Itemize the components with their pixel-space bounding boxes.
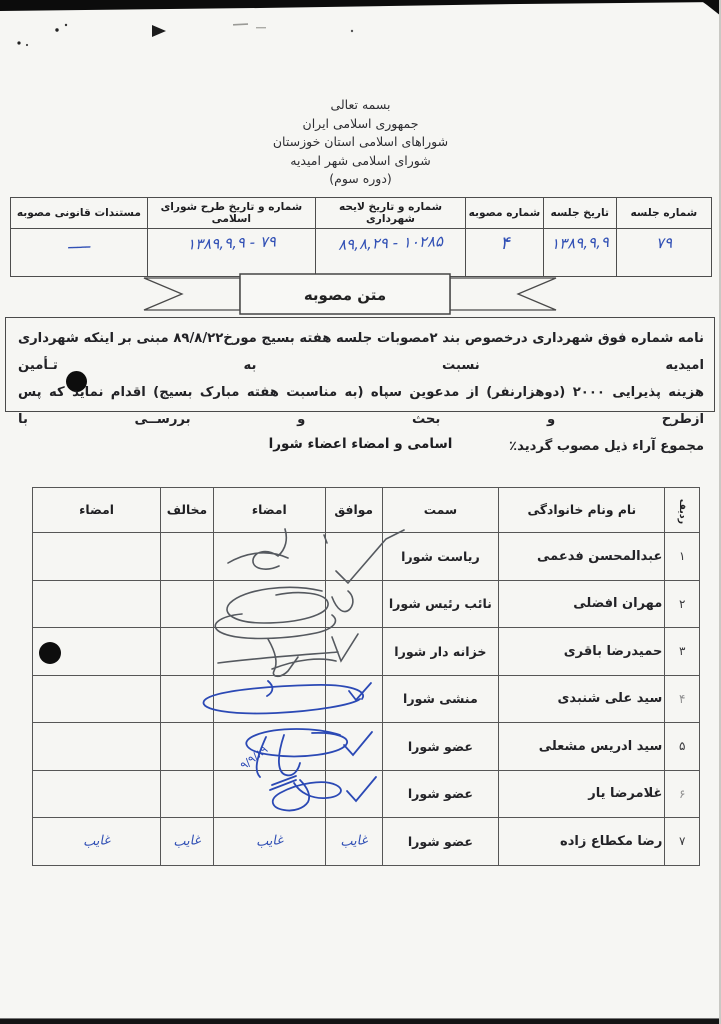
resolution-line: مجموع آراء ذیل مصوب گردید٪ [509, 439, 704, 454]
session-no-value: ۷۹ [655, 233, 673, 253]
ribbon-left-tail [144, 278, 240, 310]
members-section-title: اسامی و امضاء اعضاء شورا [268, 436, 453, 452]
member-role: عضو شورا [382, 770, 499, 818]
signature-cell [213, 818, 325, 866]
member-row [33, 675, 700, 723]
member-name: سید ادریس مشعلی [499, 723, 665, 771]
member-name: حمیدرضا باقری [499, 628, 665, 676]
signature2-cell [33, 770, 161, 818]
letterhead-province-councils: شوراهای اسلامی استان خوزستان [272, 134, 449, 149]
signature2-cell [33, 628, 161, 676]
letterhead [0, 96, 721, 189]
resolution-meta-table [10, 197, 712, 277]
oppose-cell [161, 628, 214, 676]
scan-bottom-edge [0, 1018, 721, 1024]
banner-title: متن مصوبه [303, 286, 387, 304]
signature-cell [213, 580, 325, 628]
meta-values-row [11, 229, 712, 277]
member-rank: ۱ [665, 533, 700, 581]
agree-cell [325, 628, 382, 676]
scan-edge-artifacts [0, 0, 721, 60]
member-name: غلامرضا یار [499, 770, 665, 818]
meta-header-row [11, 198, 712, 229]
oppose-cell [161, 818, 214, 866]
col-header-bill-no-date: شماره و تاریخ لایحه شهرداری [315, 198, 465, 229]
member-row [33, 770, 700, 818]
absent-note: غایب [339, 832, 368, 850]
oppose-cell [161, 723, 214, 771]
agree-cell [325, 580, 382, 628]
signature2-cell [33, 675, 161, 723]
col-header-fullname: نام ونام خانوادگی [499, 488, 665, 533]
agree-cell [325, 533, 382, 581]
signature2-cell [33, 818, 161, 866]
letterhead-bismillah: بسمه تعالی [330, 97, 391, 112]
signature-cell [213, 675, 325, 723]
member-role: نائب رئیس شورا [382, 580, 499, 628]
members-header-row [33, 488, 700, 533]
absent-note: غایب [172, 832, 202, 850]
speck-triangle [152, 25, 166, 37]
letterhead-term: (دوره سوم) [329, 171, 392, 186]
agree-cell [325, 723, 382, 771]
member-row [33, 533, 700, 581]
oppose-cell [161, 533, 214, 581]
col-header-resolution-no: شماره مصوبه [465, 198, 543, 229]
signature-cell [213, 533, 325, 581]
legal-docs-value: ـــــ [67, 233, 91, 253]
signature-cell [213, 770, 325, 818]
member-role: خزانه دار شورا [382, 628, 499, 676]
col-header-plan-no-date: شماره و تاریخ طرح شورای اسلامی [147, 198, 315, 229]
col-header-position: سمت [382, 488, 499, 533]
member-name: مهران افضلی [499, 580, 665, 628]
signature2-cell [33, 723, 161, 771]
member-role: منشی شورا [382, 675, 499, 723]
members-signature-table [32, 487, 700, 866]
member-rank: ۶ [665, 770, 700, 818]
col-header-rank: ردیف [665, 488, 700, 533]
bill-no-date-value: ۸۹,۸,۲۹ - ۱۰۲۸۵ [337, 232, 444, 254]
signature2-cell [33, 580, 161, 628]
oppose-cell [161, 770, 214, 818]
oppose-cell [161, 675, 214, 723]
col-header-oppose: مخالف [161, 488, 214, 533]
member-row [33, 723, 700, 771]
col-header-session-date: تاریخ جلسه [543, 198, 616, 229]
agree-cell [325, 770, 382, 818]
member-name: رضا مکطاع زاده [499, 818, 665, 866]
col-header-signature2: امضاء [33, 488, 161, 533]
agree-cell [325, 675, 382, 723]
col-header-signature: امضاء [213, 488, 325, 533]
member-row [33, 628, 700, 676]
letterhead-city-council: شورای اسلامی شهر امیدیه [290, 152, 431, 168]
absent-note: غایب [255, 832, 284, 850]
plan-no-date-value: ۱۳۸۹,۹,۹ - ۷۹ [186, 232, 277, 254]
signature-cell [213, 628, 325, 676]
signature-cell [213, 723, 325, 771]
member-name: عبدالمحسن فدعمی [499, 533, 665, 581]
resolution-line: نامه شماره فوق شهرداری درخصوص بند ۲مصوبات جلسه هفته بسیج مورخ۸۹/۸/۲۲ مبنی بر اینکه شهرداری امیدیه نسبت به تـأمین [18, 331, 705, 373]
col-header-agree: موافق [325, 488, 382, 533]
letterhead-republic: جمهوری اسلامی ایران [302, 115, 419, 131]
member-rank: ۴ [665, 675, 700, 723]
member-role: عضو شورا [382, 818, 499, 866]
member-name: سید علی شنبدی [499, 675, 665, 723]
session-date-value: ۱۳۸۹,۹,۹ [550, 232, 609, 254]
absent-note: غایب [82, 832, 111, 850]
signature-date-note: ۹/۹/۸۹ [237, 743, 271, 773]
ribbon-banner [140, 271, 560, 315]
oppose-cell [161, 580, 214, 628]
col-header-session-no: شماره جلسه [616, 198, 711, 229]
signature2-cell [33, 533, 161, 581]
member-role: ریاست شورا [382, 533, 499, 581]
member-row [33, 580, 700, 628]
resolution-line: هزینه پذیرایی ۲۰۰۰ (دوهزارنفر) از مدعوین سپاه (به مناسبت هفته مبارک بسیج) اقدام نماید که پس ازطرح و بحث و بررســی با [18, 385, 704, 427]
agree-cell [325, 818, 382, 866]
member-rank: ۳ [665, 628, 700, 676]
member-rank: ۵ [665, 723, 700, 771]
member-rank: ۲ [665, 580, 700, 628]
col-header-legal-docs: مستندات قانونی مصوبه [11, 198, 148, 229]
member-rank: ۷ [665, 818, 700, 866]
member-row-absent [33, 818, 700, 866]
ribbon-right-tail [450, 278, 556, 310]
resolution-no-value: ۴ [499, 232, 510, 255]
member-role: عضو شورا [382, 723, 499, 771]
